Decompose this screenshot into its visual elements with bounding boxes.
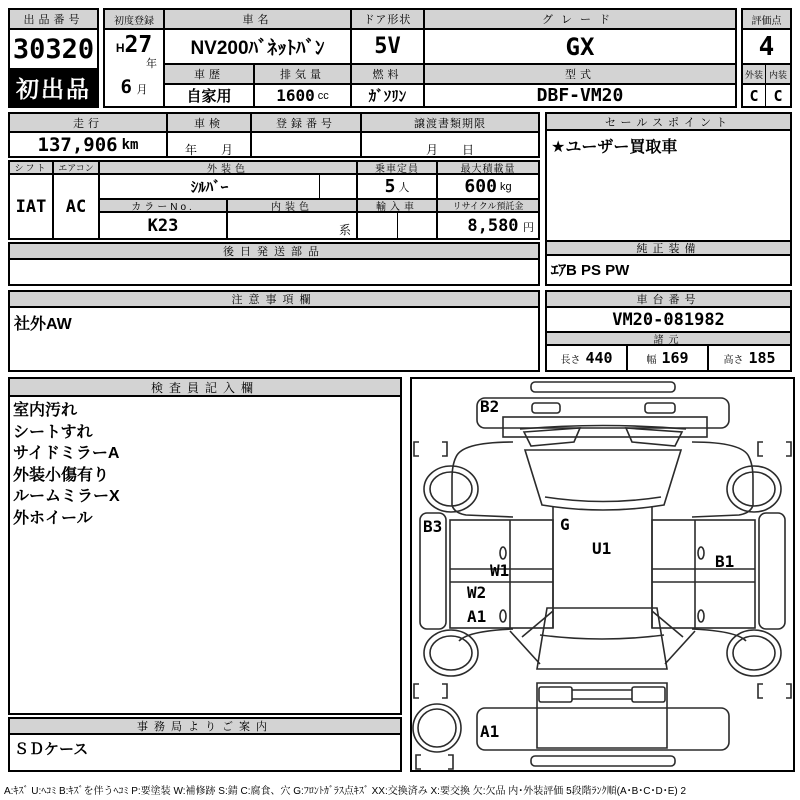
interior-color-value: 系	[228, 213, 358, 238]
recycle-value	[438, 213, 538, 238]
chassis-box	[545, 290, 792, 372]
lot-number-label: 出品番号	[10, 10, 97, 30]
exterior-color-label: 外装色	[100, 162, 358, 175]
office-label: 事務局よりご案内	[10, 719, 400, 735]
fuel-label: 燃料	[352, 65, 425, 85]
reg-number-value	[252, 133, 362, 156]
vehicle-header-table	[103, 8, 737, 108]
spec-table	[8, 160, 540, 240]
length-label: 長さ	[560, 354, 581, 366]
inspector-line: 外装小傷有り	[13, 466, 110, 484]
month-unit: 月	[136, 84, 148, 97]
inspector-label: 検査員記入欄	[10, 379, 400, 397]
lot-number-value: 30320	[12, 33, 95, 65]
inspector-line: 室内汚れ	[13, 402, 78, 419]
mileage-value	[10, 133, 168, 156]
chassis-value: VM20-081982	[612, 309, 725, 330]
year-unit: 年	[146, 58, 157, 70]
shaken-value: 年 月	[168, 133, 252, 156]
capacity-label: 乗車定員	[358, 162, 438, 175]
car-name-value: NV200ﾊﾞﾈｯﾄﾊﾞﾝ	[165, 30, 352, 65]
first-registration-value	[105, 30, 165, 106]
diagram-label-u1: U1	[592, 539, 612, 558]
color-no-label: カラーNo.	[100, 200, 228, 213]
payload-label: 最大積載量	[438, 162, 538, 175]
model-code-value: DBF-VM20	[536, 85, 624, 106]
notes-label: 注意事項欄	[10, 292, 538, 308]
recycle-unit: 円	[523, 222, 534, 234]
inspector-content	[10, 397, 400, 713]
payload-unit: kg	[499, 180, 512, 193]
diagram-label-w1: W1	[490, 561, 510, 580]
inspector-line: 外ホイール	[13, 509, 93, 527]
displacement-number: 1600	[276, 86, 315, 105]
equipment-label: 純正装備	[547, 240, 790, 256]
displacement-unit: cc	[317, 89, 329, 102]
diagram-label-a1: A1	[480, 722, 500, 741]
width-cell	[628, 346, 709, 370]
capacity-unit: 人	[398, 181, 410, 194]
diagram-label-b3: B3	[423, 517, 443, 536]
office-content: ＳＤケース	[14, 741, 89, 758]
interior-color-label: 内装色	[228, 200, 358, 213]
history-label: 車歴	[165, 65, 255, 85]
notes-box	[8, 290, 540, 372]
diagram-label-w2: W2	[467, 583, 487, 602]
import-cell-2	[398, 213, 438, 238]
sales-points-content: ★ユーザー買取車	[551, 139, 678, 156]
recycle-number: 8,580	[467, 216, 519, 236]
first-listing-badge: 初出品	[10, 68, 97, 106]
length-value: 440	[585, 349, 613, 367]
shift-value: IAT	[10, 175, 54, 238]
history-value: 自家用	[165, 85, 255, 106]
dimensions-label: 諸元	[547, 331, 790, 346]
width-label: 幅	[646, 354, 657, 366]
grade-value: GX	[425, 30, 735, 65]
reg-number-label: 登録番号	[252, 114, 362, 133]
score-value: 4	[743, 30, 790, 65]
office-box	[8, 717, 402, 772]
transfer-docs-value: 月 日	[425, 143, 474, 157]
exterior-color-extra-cell	[320, 175, 358, 200]
era-code: H	[115, 41, 125, 55]
payload-value	[438, 175, 538, 200]
chassis-label: 車台番号	[547, 292, 790, 308]
color-no-value: K23	[100, 213, 228, 238]
exterior-grade-label: 外装	[743, 65, 766, 85]
capacity-value	[358, 175, 438, 200]
exterior-color-value: ｼﾙﾊﾞｰ	[100, 175, 320, 200]
capacity-number: 5	[384, 176, 396, 197]
height-cell	[709, 346, 790, 370]
displacement-label: 排気量	[255, 65, 352, 85]
sales-points-label: セールスポイント	[547, 114, 790, 131]
model-code-label: 型式	[425, 65, 735, 85]
mileage-label: 走行	[10, 114, 168, 133]
damage-code-legend: A:ｷｽﾞ U:ﾍｺﾐ B:ｷｽﾞを伴うﾍｺﾐ P:要塗装 W:補修跡 S:錆 C:腐食、穴 G:ﾌﾛﾝﾄｶﾞﾗｽ点ｷｽﾞ XX:交換済み X:要交換 欠:欠品 内･外装評価 5段階ﾗﾝｸ順(A･B･C･D･E) 2	[4, 786, 687, 797]
inspector-box	[8, 377, 402, 715]
transfer-docs-label: 譲渡書類期限	[362, 114, 538, 133]
ac-label: エアコン	[54, 162, 100, 175]
door-shape-label: ドア形状	[352, 10, 425, 30]
later-parts-label: 後日発送部品	[10, 244, 538, 260]
recycle-label: リサイクル預託金	[438, 200, 538, 213]
height-value: 185	[748, 349, 776, 367]
grade-label: グレード	[425, 10, 735, 30]
import-cell-1	[358, 213, 398, 238]
later-parts-box	[8, 242, 540, 286]
notes-content: 社外AW	[14, 316, 72, 333]
exterior-grade-value: C	[743, 85, 766, 106]
sales-points-box	[545, 112, 792, 286]
diagram-label-a1: A1	[467, 607, 487, 626]
registration-table	[8, 112, 540, 158]
damage-diagram	[410, 377, 795, 772]
car-name-label: 車名	[165, 10, 352, 30]
mileage-number: 137,906	[37, 133, 118, 156]
door-shape-value: 5V	[352, 30, 425, 65]
first-reg-month: 6	[120, 76, 132, 99]
diagram-labels-layer	[412, 379, 793, 770]
height-label: 高さ	[723, 354, 744, 366]
equipment-content: ｴｱB PS PW	[551, 262, 630, 279]
inspector-line: シートすれ	[13, 423, 93, 441]
score-box	[741, 8, 792, 108]
score-label: 評価点	[743, 10, 790, 30]
displacement-value	[255, 85, 352, 106]
interior-grade-value: C	[773, 86, 783, 105]
later-parts-content	[10, 260, 538, 284]
diagram-label-b1: B1	[715, 552, 735, 571]
inspector-line: サイドミラーA	[13, 445, 120, 462]
inspector-line: ルームミラーX	[13, 488, 120, 505]
import-label: 輸入車	[358, 200, 438, 213]
lot-box	[8, 8, 99, 108]
length-cell	[547, 346, 628, 370]
interior-grade-label: 内装	[766, 65, 790, 85]
mileage-unit: km	[121, 136, 139, 153]
width-value: 169	[661, 349, 689, 367]
fuel-value: ｶﾞｿﾘﾝ	[352, 85, 425, 106]
ac-value: AC	[54, 175, 100, 238]
shaken-label: 車検	[168, 114, 252, 133]
diagram-label-g: G	[560, 515, 570, 534]
payload-number: 600	[464, 176, 497, 197]
first-registration-label: 初度登録	[105, 10, 165, 30]
shift-label: シフト	[10, 162, 54, 175]
diagram-label-b2: B2	[480, 397, 500, 416]
first-reg-year: 27	[124, 32, 153, 58]
